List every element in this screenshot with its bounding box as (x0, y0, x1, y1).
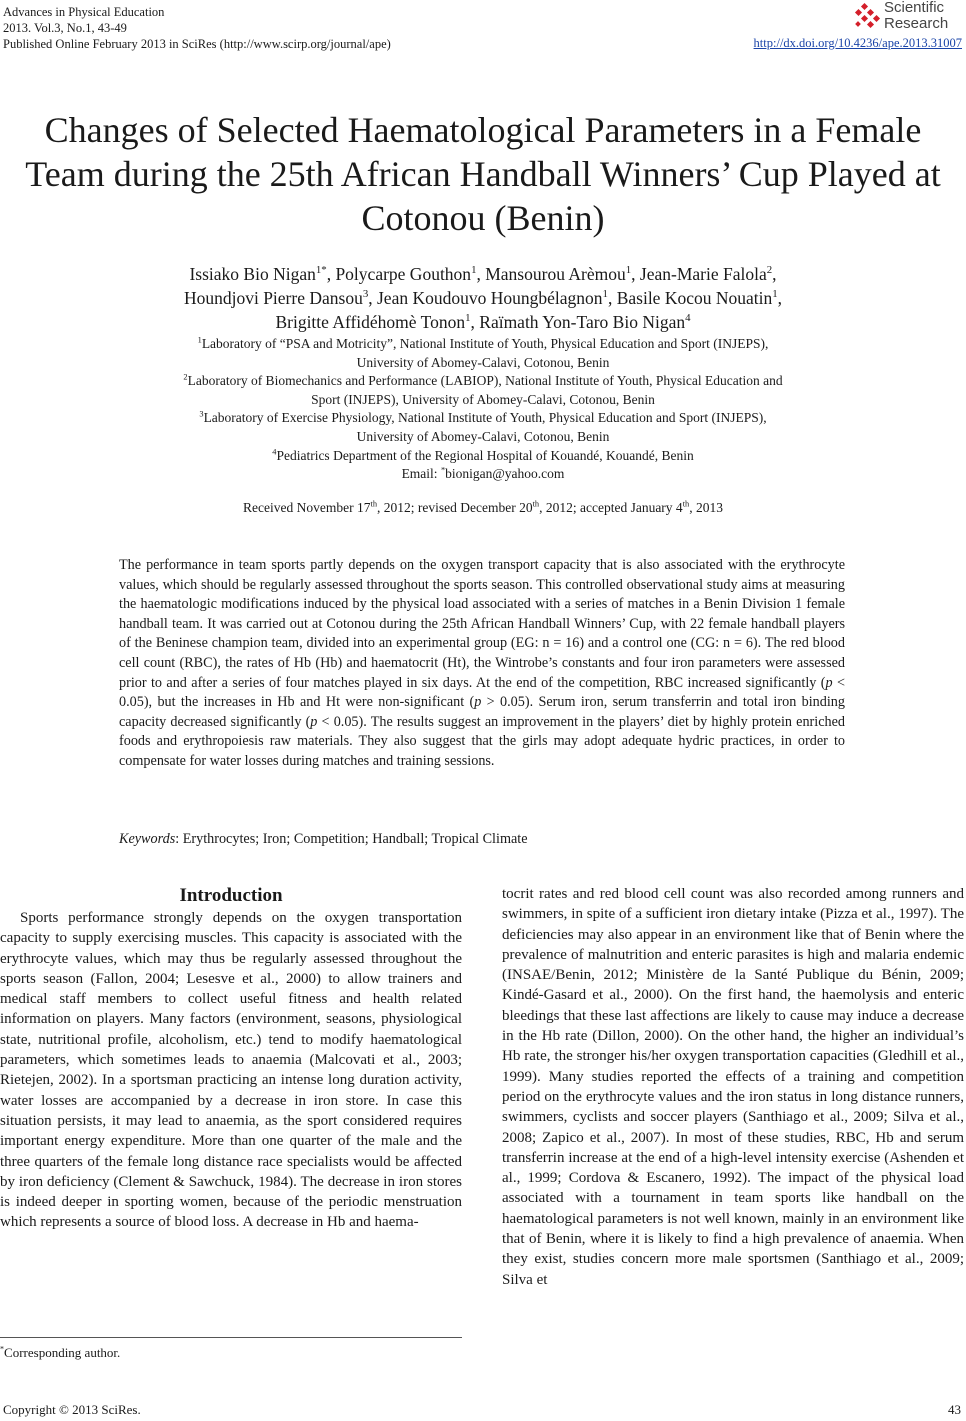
affiliation-1: Laboratory of “PSA and Motricity”, National Institute of Youth, Physical Education and Sport (INJEPS), (201, 336, 769, 351)
affiliation-2: Laboratory of Biomechanics and Performance (LABIOP), National Institute of Youth, Physical Education and (187, 373, 783, 389)
keywords (119, 831, 528, 848)
affiliation-3: Laboratory of Exercise Physiology, National Institute of Youth, Physical Education and Sport (INJEPS), (203, 410, 767, 426)
intro-paragraph-continued: tocrit rates and red blood cell count was also recorded among runners and swimmers, in spite of a sufficient iron dietary intake (Pizza et al., 1997). The deficiencies may also appear in an environment like that of Benin where the prevalence of malnutrition and enteric parasites is high and malaria endemic (INSAE/Benin, 2012; Ministère de la Santé Publique du Bénin, 2009; Kindé-Gasard et al., 2000). On the first hand, the haemolysis and enteric bleedings that these last affections are likely to cause may induce a decrease in the Hb rate (Dillon, 2000). On the other hand, the higher an individual’s Hb rate, the stronger his/her oxygen transportation capacities (Gledhill et al., 1999). Many studies reported the effects of a training and competition period on the erythrocyte values and the iron status in long distance runners, swimmers, cyclists and soccer players (Santhiago et al., 2009; Silva et al., 2008; Zapico et al., 2007). In most of these studies, RBC, Hb and serum transferrin increase at the end of a high-level intensity exercise (Ashenden et al., 1999; Cordova & Escanero, 1992). The impact of the physical load associated with a tournament in team sports like handball on the haematological parameters is not well known, mainly in an environment like that of Benin, where it is likely to find a high prevalence of anaemia. When they exist, studies concern more male sportsmen (Santhiago et al., 2009; Silva et (502, 886, 964, 1288)
affiliations: $^1$Laboratory of “PSA and Motricity”, National Institute of Youth, Physical Education and Sport (INJEPS), University of Abomey-Calavi, Cotonou, Benin $^2$Laboratory of Biomechanics and Performance (LABIOP), National Institute of Youth, Physical Education and Sport (INJEPS), University of Abomey-Calavi, Cotonou, Benin $^3$Laboratory of Exercise Physiology, National Institute of Youth, Physical Education and Sport (INJEPS), University of Abomey-Calavi, Cotonou, Benin $^4$Pediatrics Department of the Regional Hospital of Kouandé, Kouandé, Benin Email: *bionigan@yahoo.com (60, 335, 906, 484)
author-name: , Mansourou Arèmou (476, 264, 626, 284)
author-name: , Raïmath Yon-Taro Bio Nigan (470, 312, 686, 332)
author-name: Issiako Bio Nigan (189, 264, 316, 284)
keywords-text: : Erythrocytes; Iron; Competition; Handball; Tropical Climate (175, 831, 528, 847)
author-sup: 2 (766, 264, 773, 277)
author-name: Brigitte Affidéhomè Tonon (275, 312, 466, 332)
page-number: 43 (948, 1402, 961, 1417)
author-sup: 1* (315, 264, 327, 277)
author-name: Houndjovi Pierre Dansou (183, 288, 363, 308)
author-name: , Polycarpe Gouthon (326, 264, 472, 284)
author-sup: 1 (772, 288, 778, 301)
received-dates: Received November 17th, 2012; revised December 20th, 2012; accepted January 4th, 2013 (243, 499, 723, 515)
affiliation-4: Pediatrics Department of the Regional Hospital of Kouandé, Kouandé, Benin (276, 447, 694, 463)
intro-paragraph: Sports performance strongly depends on the oxygen transportation capacity to supply exercising muscles. This capacity is associated with the erythrocyte values, which may thus be regularly assessed throughout the sports season (Fallon, 2004; Lesesve et al., 2000) to allow trainers and medical staff members to collect useful fitness and health related information on players. Many factors (environment, seasons, physiological state, nutritional profile, alcoholism, etc.) tend to modify haematological parameters, which sometimes leads to anaemia (Malcovati et al., 2003; Rietejen, 2002). In a sportsman practicing an intense long duration activity, water losses are accompanied by a decrease in iron store. In case this situation persists, it may lead to anaemia, as the sport considered requires important energy expenditure. More than one quarter of the male and the three quarters of the female long distance race specialists would be affected by iron deficiency (Clement & Sawchuck, 1984). The decrease in iron stores is indeed deeper in sporting women, because of the periodic menstruation which represents a source of blood loss. A decrease in Hb and haema- (0, 910, 462, 1231)
body-column-left (0, 884, 462, 1233)
doi-link[interactable]: http://dx.doi.org/10.4236/ape.2013.31007 (753, 36, 962, 50)
author-sup: 1 (465, 312, 471, 325)
author-sup: 1 (625, 264, 632, 277)
journal-name: Advances in Physical Education (3, 5, 165, 19)
author-name: , Jean-Marie Falola (631, 264, 767, 284)
author-list: Issiako Bio Nigan$^{1*}$, Polycarpe Gouthon$^1$, Mansourou Arèmou$^1$, Jean-Marie Falola$^2$, Houndjovi Pierre Dansou$^3$, Jean Koudouvo Houngbélagnon$^1$, Basile Kocou Nouatin$^1$, Brigitte Affidéhomè Tonon$^1$, Raïmath Yon-Taro Bio Nigan$^4$ (183, 264, 783, 332)
email-address[interactable]: bionigan@yahoo.com (445, 466, 565, 482)
running-header (3, 4, 391, 52)
section-heading: Introduction (179, 885, 283, 906)
paper-title: Changes of Selected Haematological Parameters in a Female Team during the 25th African Handball Winners’ Cup Played at Cotonou (Benin) (25, 110, 941, 238)
author-sup: 1 (602, 288, 608, 301)
publisher-logo (852, 0, 962, 36)
body-column-right (502, 884, 964, 1290)
copyright: Copyright © 2013 SciRes. (3, 1402, 141, 1417)
logo-text-research: Research (884, 15, 949, 32)
abstract: The performance in team sports partly depends on the oxygen transport capacity that is also associated with the erythrocyte values, which should be regularly assessed throughout the sports season. This controlled observational study aims at measuring the haematologic modifications induced by the physical load associated with a series of matches in a Benin Division 1 female handball team. It was carried out at Cotonou during the 25th African Handball Winners’ Cup, with 22 female handball players of the Beninese champion team, divided into an experimental group (EG: n = 16) and a control one (CG: n = 6). The red blood cell count (RBC), the rates of Hb (Hb) and haematocrit (Ht), the Wintrobe’s constants and four iron parameters were assessed prior to and after a series of four matches played in six days. At the end of the competition, RBC increased significantly (p < 0.05), but the increases in Hb and Ht were non-significant (p > 0.05). Serum iron, serum transferrin and total iron binding capacity decreased significantly (p < 0.05). The results suggest an improvement in the players’ diet by highly protein enriched foods and erythropoiesis raw materials. They also suggest that the girls may adopt adequate hydric practices, in order to compensate for water losses during matches and training sessions. (119, 557, 845, 769)
author-name: , Basile Kocou Nouatin (607, 288, 773, 308)
keywords-label: Keywords (119, 831, 176, 847)
author-sup: 4 (685, 312, 691, 325)
publication-info: Published Online February 2013 in SciRes (http://www.scirp.org/journal/ape) (3, 37, 391, 51)
scientific-research-logo-icon (852, 2, 882, 32)
author-name: , Jean Koudouvo Houngbélagnon (368, 288, 603, 308)
author-sup: 3 (362, 288, 369, 301)
email-line: Email: *bionigan@yahoo.com (401, 465, 565, 482)
footnote: *Corresponding author. (0, 1344, 121, 1360)
logo-text-scientific: Scientific (884, 0, 945, 16)
journal-volume: 2013. Vol.3, No.1, 43-49 (3, 21, 127, 35)
footnote-divider (0, 1337, 462, 1338)
author-sup: 1 (471, 264, 477, 277)
